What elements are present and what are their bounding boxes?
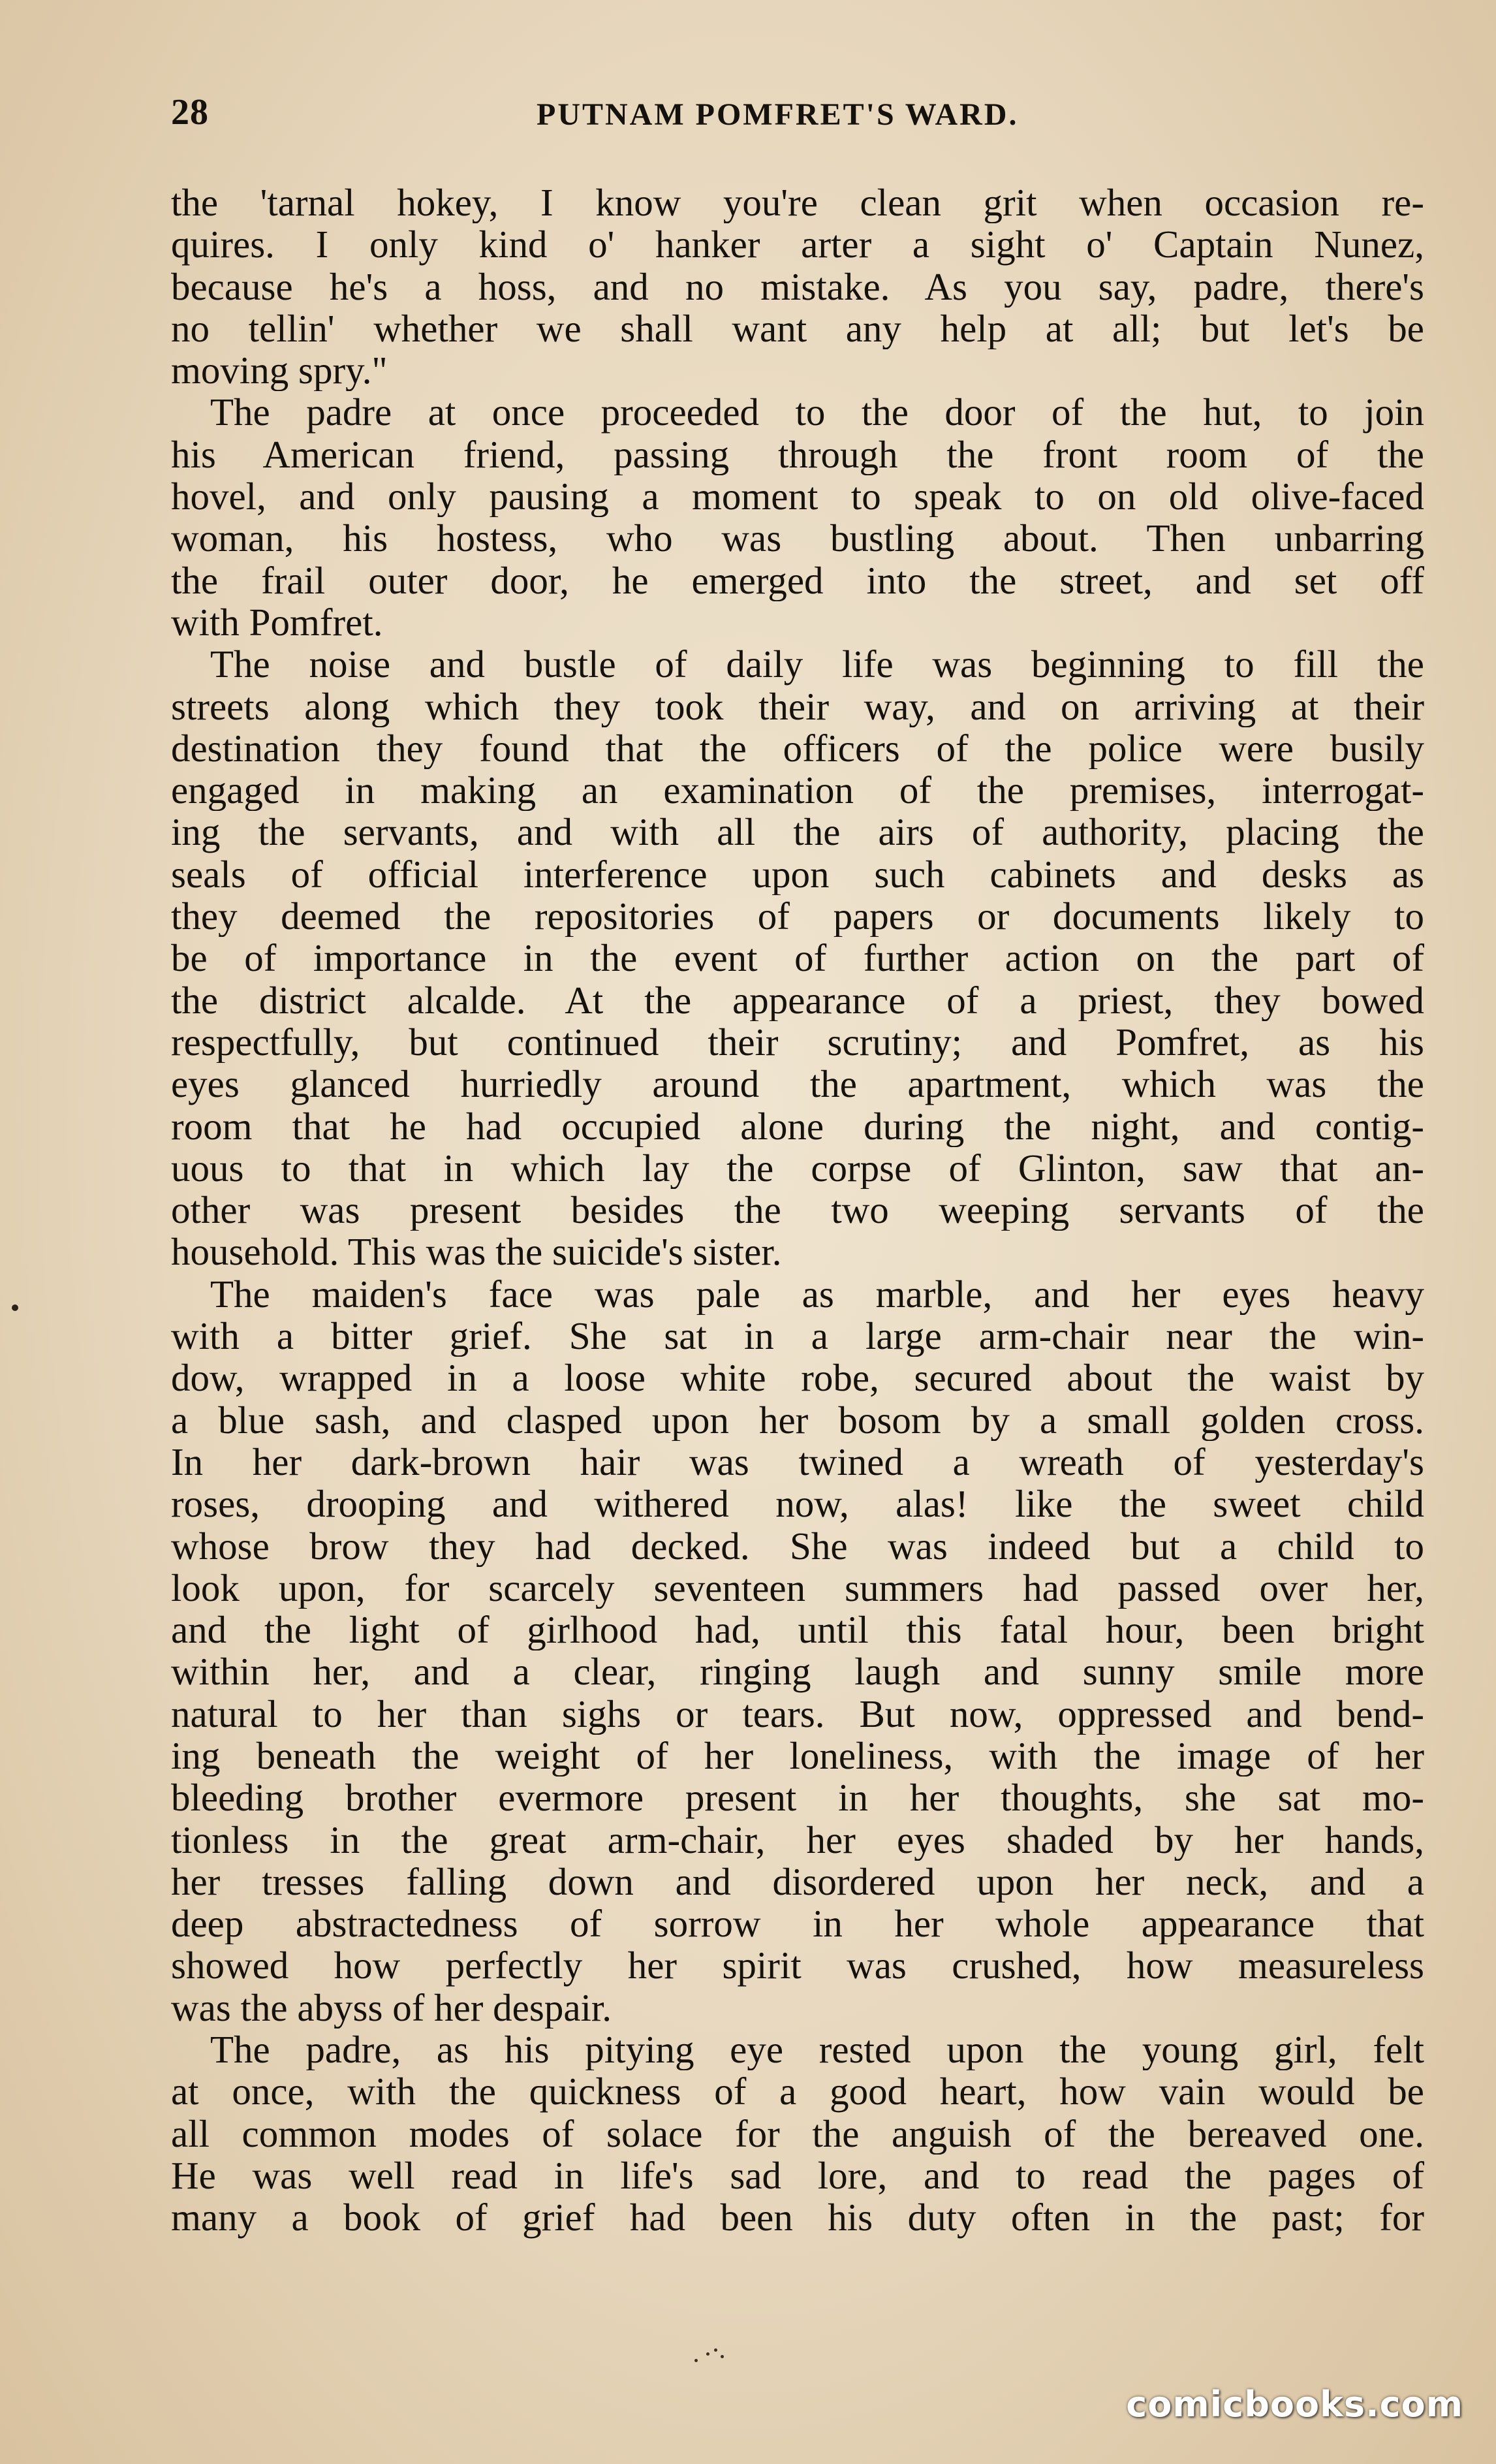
text-line: streets along which they took their way, and on arriving at their (171, 685, 1424, 727)
text-line: was the abyss of her despair. (171, 1986, 612, 2029)
watermark-text: comicbooks.com (1126, 2384, 1463, 2425)
text-line: household. This was the suicide's sister. (171, 1231, 782, 1273)
text-line: be of importance in the event of further action on the part of (171, 937, 1424, 979)
text-line: ing beneath the weight of her loneliness, with the image of her (171, 1734, 1424, 1777)
text-line: He was well read in life's sad lore, and to read the pages of (171, 2154, 1424, 2197)
text-line: moving spry." (171, 349, 388, 392)
text-line: uous to that in which lay the corpse of Glinton, saw that an- (171, 1146, 1424, 1190)
body-text (171, 182, 1424, 2239)
text-line: the 'tarnal hokey, I know you're clean grit when occasion re- (171, 182, 1424, 224)
text-line: The padre, as his pitying eye rested upon the young girl, felt (210, 2029, 1424, 2071)
text-line: many a book of grief had been his duty often in the past; for (171, 2196, 1424, 2239)
text-line: eyes glanced hurriedly around the apartment, which was the (171, 1063, 1424, 1105)
text-line: with a bitter grief. She sat in a large arm-chair near the win- (171, 1315, 1424, 1357)
text-line: because he's a hoss, and no mistake. As you say, padre, there's (171, 265, 1424, 308)
text-line: hovel, and only pausing a moment to speak to on old olive-faced (171, 475, 1424, 518)
text-line: seals of official interference upon such cabinets and desks as (171, 853, 1424, 896)
text-line: The maiden's face was pale as marble, and her eyes heavy (210, 1272, 1424, 1316)
text-line: respectfully, but continued their scrutiny; and Pomfret, as his (171, 1020, 1424, 1064)
text-line: they deemed the repositories of papers or documents likely to (171, 895, 1424, 938)
text-line: roses, drooping and withered now, alas! like the sweet child (171, 1483, 1424, 1525)
page-number: 28 (171, 92, 209, 133)
text-line: deep abstractedness of sorrow in her whole appearance that (171, 1903, 1424, 1945)
text-line: bleeding brother evermore present in her thoughts, she sat mo- (171, 1777, 1424, 1819)
text-line: showed how perfectly her spirit was crushed, how measureless (171, 1944, 1424, 1987)
text-line: look upon, for scarcely seventeen summers had passed over her, (171, 1566, 1424, 1609)
text-line: The noise and bustle of daily life was beginning to fill the (210, 643, 1424, 686)
text-line: tionless in the great arm-chair, her eyes shaded by her hands, (171, 1818, 1424, 1861)
text-line: destination they found that the officers of the police were busily (171, 727, 1424, 770)
text-line: natural to her than sighs or tears. But now, oppressed and bend- (171, 1692, 1424, 1735)
text-line: his American friend, passing through the front room of the (171, 433, 1424, 476)
page-header (171, 91, 1424, 144)
text-line: her tresses falling down and disordered upon her neck, and a (171, 1860, 1424, 1903)
text-line: all common modes of solace for the anguish of the bereaved one. (171, 2112, 1424, 2155)
text-line: quires. I only kind o' hanker arter a sight o' Captain Nunez, (171, 223, 1424, 266)
text-line: The padre at once proceeded to the door of the hut, to join (210, 391, 1424, 434)
text-line: a blue sash, and clasped upon her bosom by a small golden cross. (171, 1398, 1424, 1441)
text-line: the frail outer door, he emerged into the street, and set off (171, 559, 1424, 601)
text-line: no tellin' whether we shall want any help at all; but let's be (171, 307, 1424, 350)
text-line: at once, with the quickness of a good heart, how vain would be (171, 2070, 1424, 2113)
text-line: woman, his hostess, who was bustling about. Then unbarring (171, 517, 1424, 560)
ink-specks (692, 2347, 731, 2367)
margin-ink-dot (12, 1304, 18, 1311)
text-line: engaged in making an examination of the premises, interrogat- (171, 769, 1424, 812)
text-line: whose brow they had decked. She was indeed but a child to (171, 1524, 1424, 1567)
text-line: dow, wrapped in a loose white robe, secured about the waist by (171, 1357, 1424, 1399)
text-line: within her, and a clear, ringing laugh and sunny smile more (171, 1651, 1424, 1693)
text-line: and the light of girlhood had, until this fatal hour, been bright (171, 1609, 1424, 1651)
text-line: ing the servants, and with all the airs of authority, placing the (171, 811, 1424, 853)
running-title: PUTNAM POMFRET'S WARD. (537, 97, 1019, 132)
text-line: with Pomfret. (171, 601, 383, 644)
text-line: other was present besides the two weeping servants of the (171, 1189, 1424, 1231)
text-line: In her dark-brown hair was twined a wreath of yesterday's (171, 1440, 1424, 1483)
text-line: the district alcalde. At the appearance of a priest, they bowed (171, 979, 1424, 1021)
text-line: room that he had occupied alone during the night, and contig- (171, 1105, 1424, 1147)
